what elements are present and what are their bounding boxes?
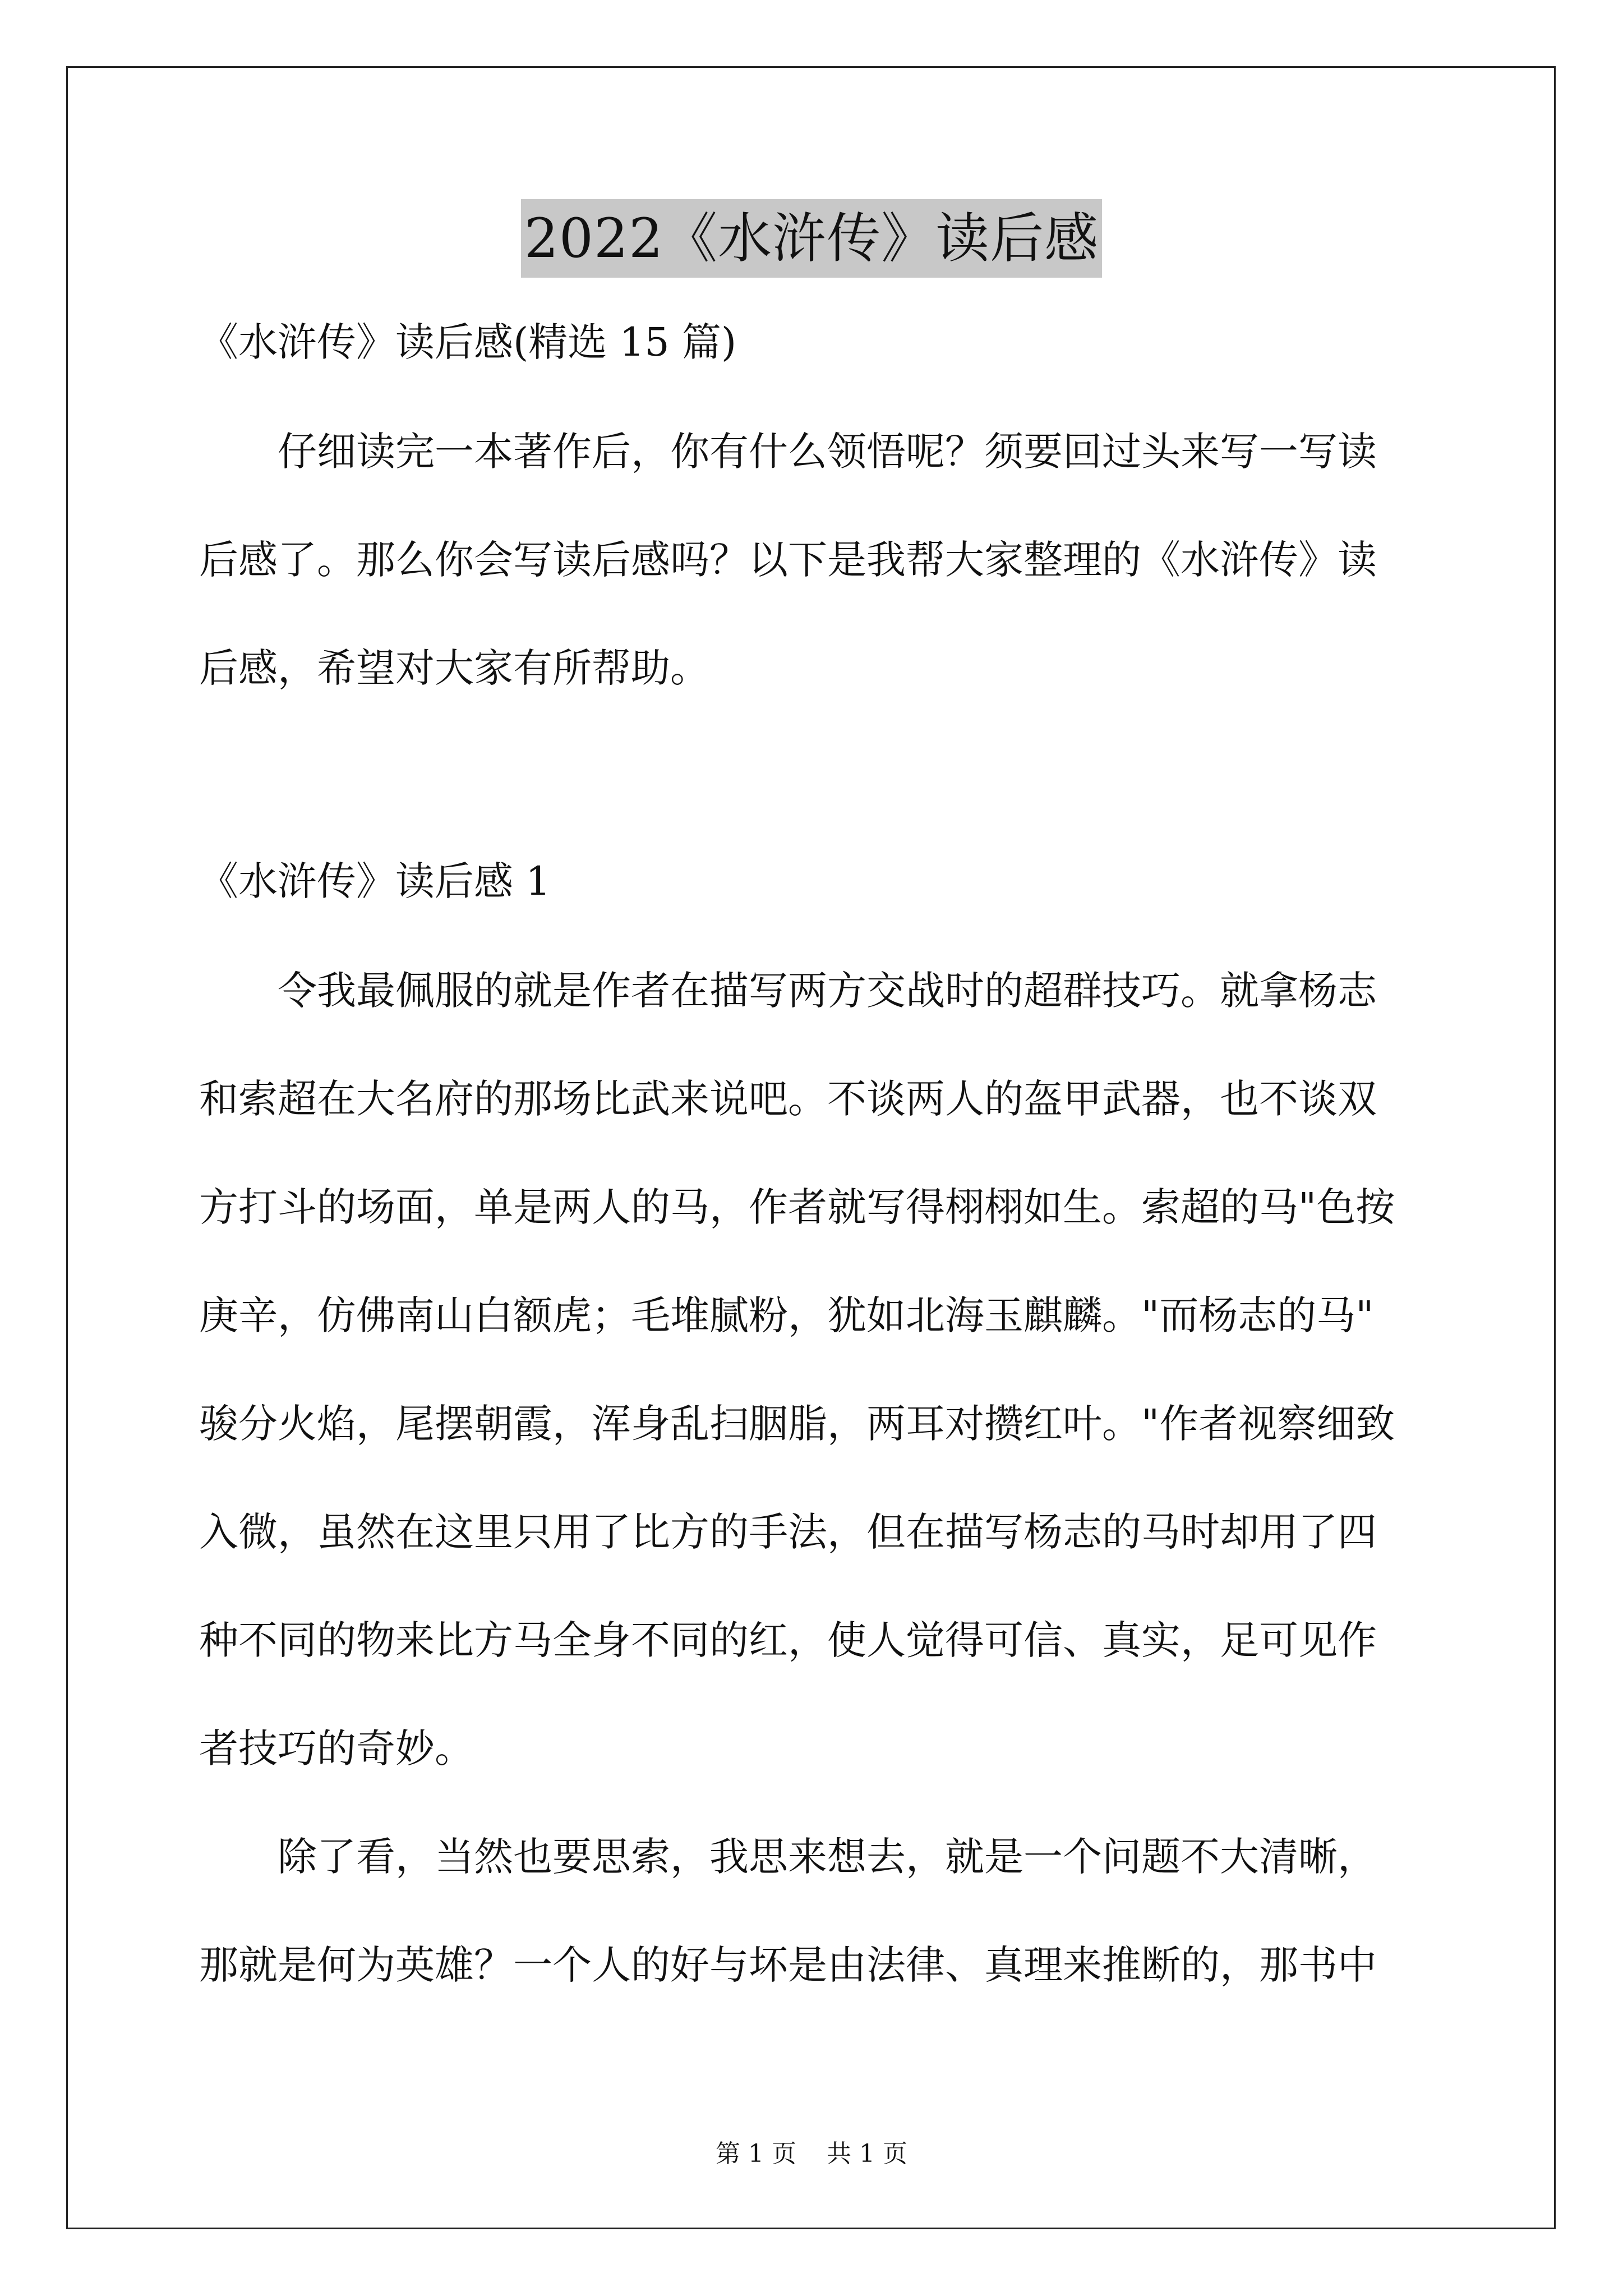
body-paragraph-1 (199, 963, 1433, 1777)
paragraph-line: 那就是何为英雄？一个人的好与坏是由法律、真理来推断的，那书中 (199, 1942, 1377, 1988)
paragraph-line: 和索超在大名府的那场比武来说吧。不谈两人的盔甲武器，也不谈双 (199, 1076, 1377, 1122)
section-heading: 《水浒传》读后感 1 (199, 858, 551, 904)
paragraph-line: 者技巧的奇妙。 (199, 1726, 474, 1772)
page-footer (0, 2137, 1623, 2171)
document-title: 2022《水浒传》读后感 (521, 199, 1102, 278)
paragraph-line: 除了看，当然也要思索，我思来想去，就是一个问题不大清晰， (278, 1834, 1377, 1880)
paragraph-line: 入微，虽然在这里只用了比方的手法，但在描写杨志的马时却用了四 (199, 1509, 1377, 1555)
paragraph-line: 庚辛，仿佛南山白额虎；毛堆腻粉，犹如北海玉麒麟。"而杨志的马" (199, 1292, 1374, 1338)
title-container (0, 199, 1623, 278)
paragraph-line: 令我最佩服的就是作者在描写两方交战时的超群技巧。就拿杨志 (278, 968, 1377, 1014)
intro-paragraph (199, 424, 1433, 696)
document-subtitle: 《水浒传》读后感(精选 15 篇) (199, 319, 737, 365)
page-number: 第 1 页 (716, 2139, 796, 2168)
intro-line: 后感，希望对大家有所帮助。 (199, 645, 709, 691)
paragraph-line: 骏分火焰，尾摆朝霞，浑身乱扫胭脂，两耳对攒红叶。"作者视察细致 (199, 1401, 1395, 1447)
body-paragraph-2 (199, 1829, 1433, 1993)
document-body (199, 314, 1433, 1993)
page-total: 共 1 页 (827, 2139, 907, 2168)
intro-line: 后感了。那么你会写读后感吗？以下是我帮大家整理的《水浒传》读 (199, 537, 1377, 583)
paragraph-line: 方打斗的场面，单是两人的马，作者就写得栩栩如生。索超的马"色按 (199, 1184, 1395, 1230)
paragraph-line: 种不同的物来比方马全身不同的红，使人觉得可信、真实，足可见作 (199, 1617, 1377, 1663)
intro-line: 仔细读完一本著作后，你有什么领悟呢？须要回过头来写一写读 (278, 429, 1377, 475)
